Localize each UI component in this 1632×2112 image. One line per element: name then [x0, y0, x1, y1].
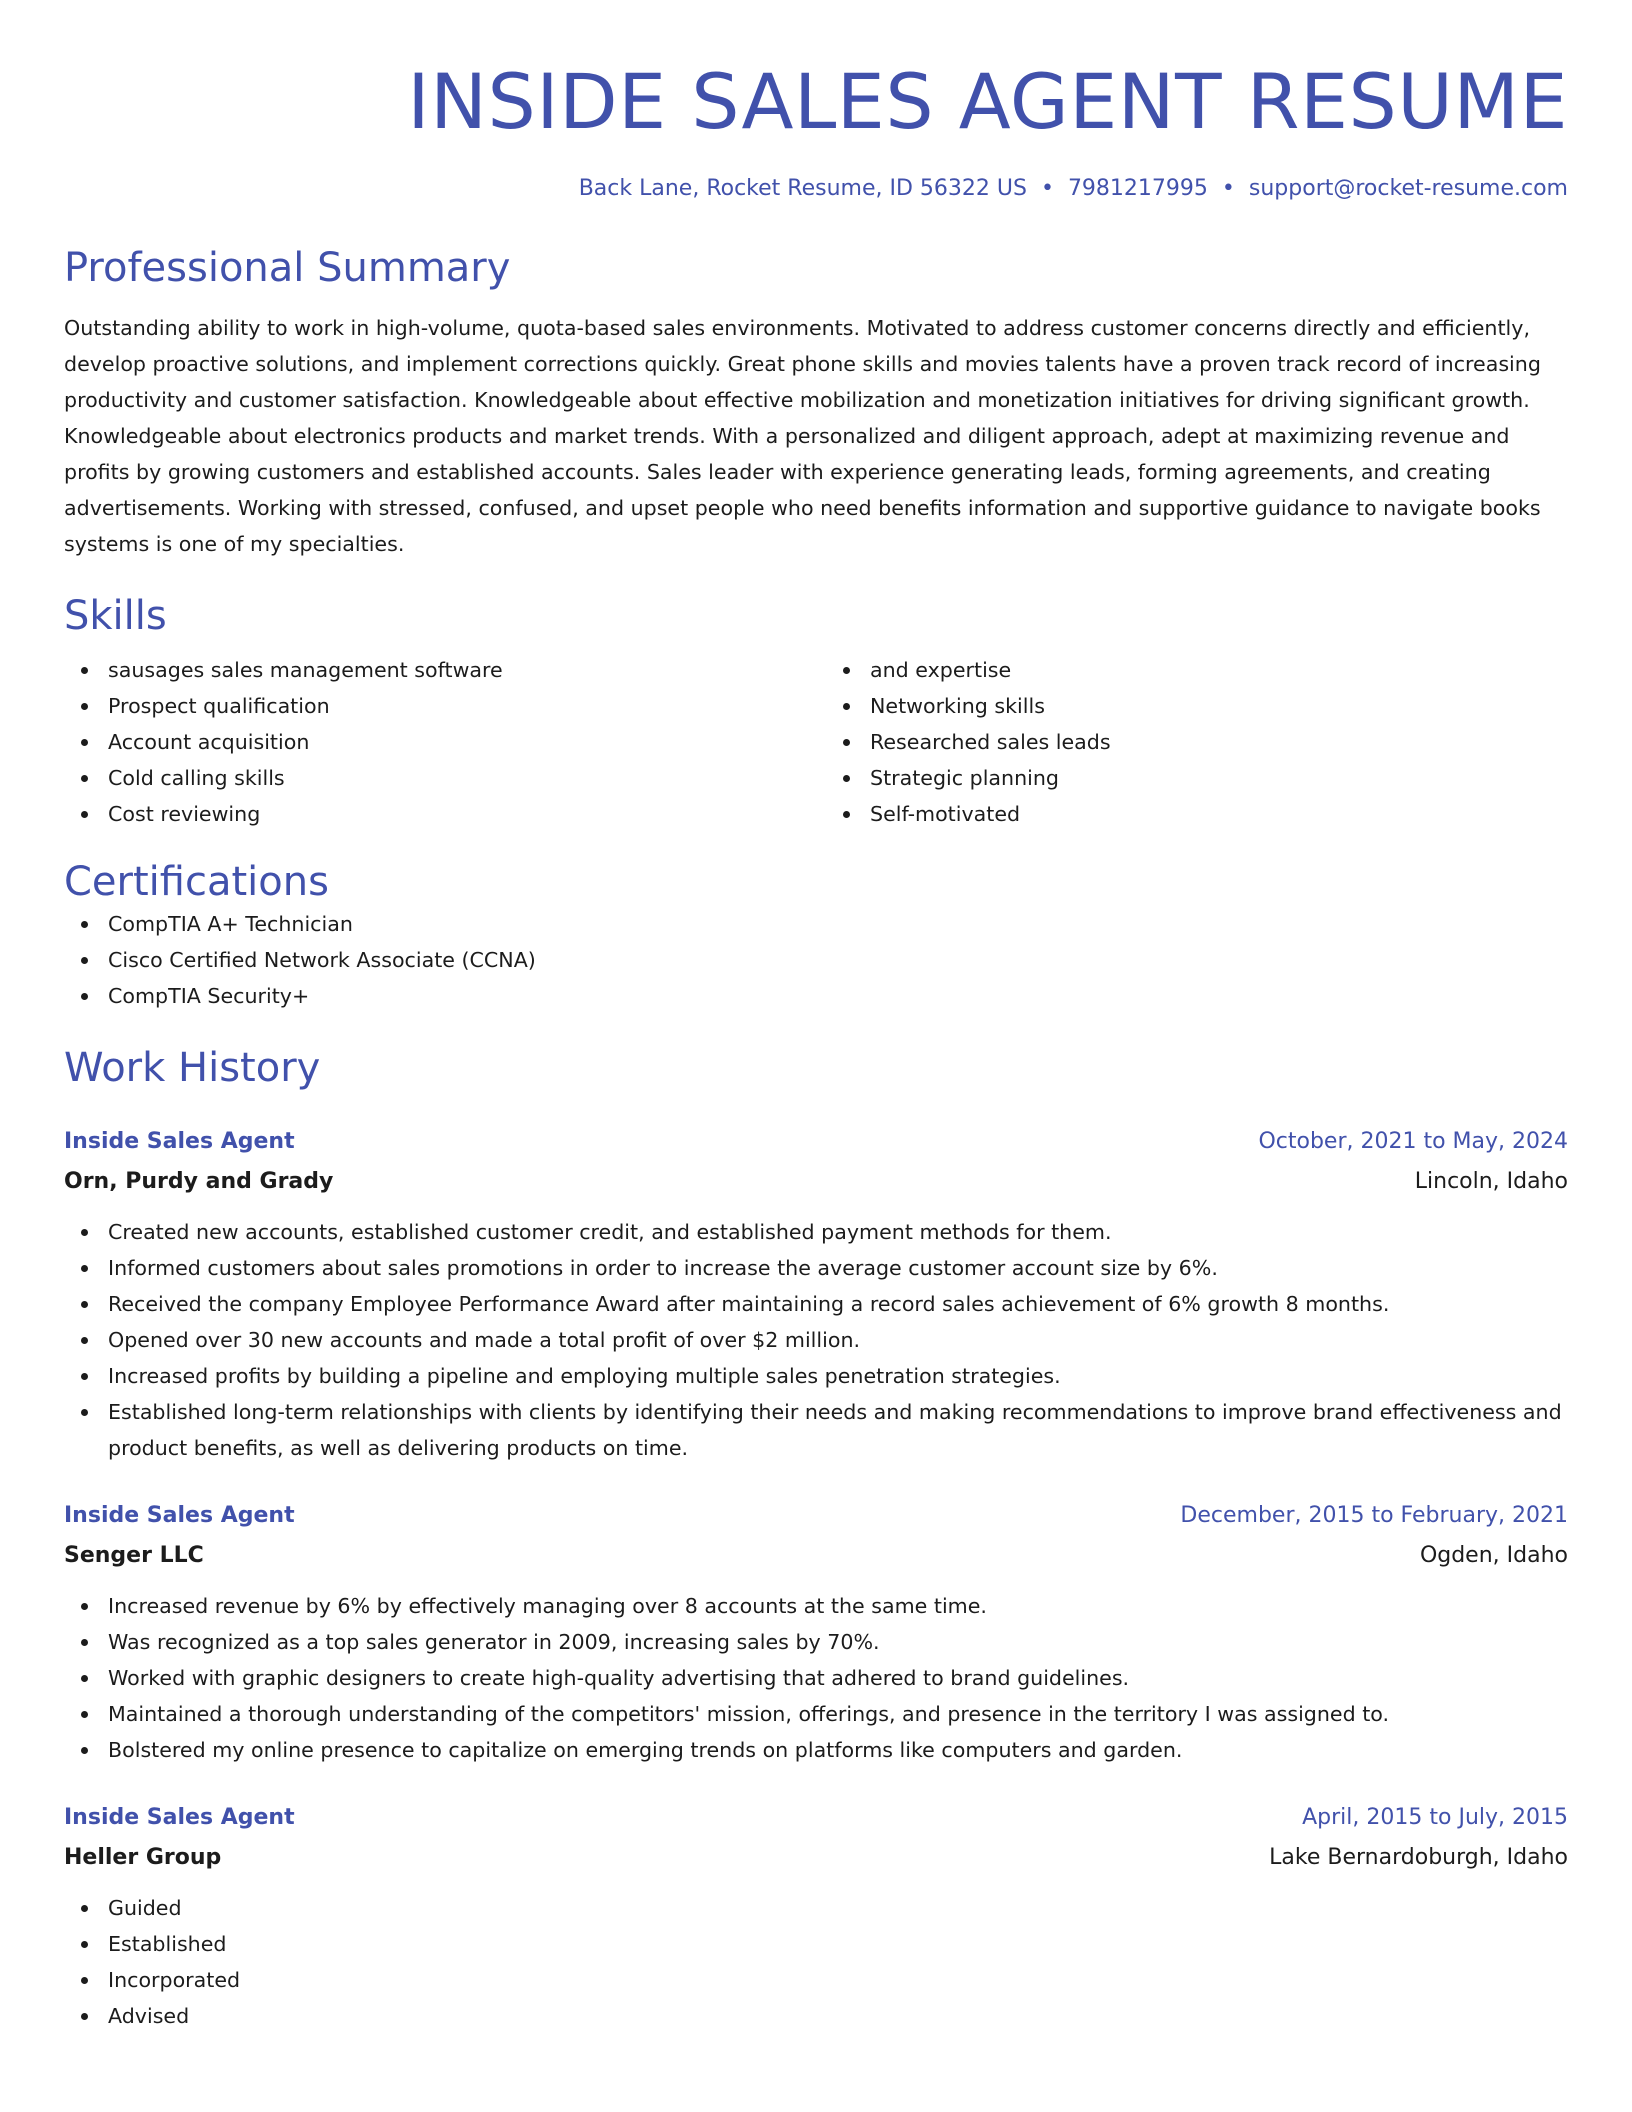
job-bullet: Maintained a thorough understanding of the competitors' mission, offerings, and presence in the territory I was assigned to. — [64, 1696, 1568, 1732]
skills-grid — [64, 652, 1568, 832]
job-company: Heller Group — [64, 1845, 222, 1870]
job-bullet: Informed customers about sales promotions in order to increase the average customer account size by 6%. — [64, 1250, 1568, 1286]
job-location: Lake Bernardoburgh, Idaho — [1269, 1845, 1568, 1870]
job-dates: December, 2015 to February, 2021 — [1180, 1503, 1568, 1528]
summary-text: Outstanding ability to work in high-volume, quota-based sales environments. Motivated to address customer concerns directly and efficiently, develop proactive solutions, and implement corrections quickly. Great phone skills and movies talents have a proven track record of increasing productivity and customer satisfaction. Knowledgeable about effective mobilization and monetization initiatives for driving significant growth. Knowledgeable about electronics products and market trends. With a personalized and diligent approach, adept at maximizing revenue and profits by growing customers and established accounts. Sales leader with experience generating leads, forming agreements, and creating advertisements. Working with stressed, confused, and upset people who need benefits information and supportive guidance to navigate books systems is one of my specialties. — [64, 316, 1541, 556]
contact-email: support@rocket-resume.com — [1248, 176, 1568, 201]
job-bullet: Opened over 30 new accounts and made a total profit of over $2 million. — [64, 1322, 1568, 1358]
job-dates: October, 2021 to May, 2024 — [1258, 1129, 1568, 1154]
job-title: Inside Sales Agent — [64, 1805, 295, 1830]
job-title: Inside Sales Agent — [64, 1503, 295, 1528]
work-history-heading: Work History — [64, 1045, 321, 1091]
skill-item: Self-motivated — [826, 796, 1568, 832]
job-subheader — [64, 1162, 1568, 1202]
job-location: Lincoln, Idaho — [1414, 1169, 1568, 1194]
job-company: Orn, Purdy and Grady — [64, 1169, 334, 1194]
job-header — [64, 1122, 1568, 1162]
skill-item: Cost reviewing — [64, 796, 806, 832]
job-bullet: Increased revenue by 6% by effectively managing over 8 accounts at the same time. — [64, 1588, 1568, 1624]
job-bullet: Worked with graphic designers to create high-quality advertising that adhered to brand guidelines. — [64, 1660, 1568, 1696]
job-bullets — [64, 1890, 1568, 2034]
contact-separator: • — [1221, 176, 1235, 201]
job-title: Inside Sales Agent — [64, 1129, 295, 1154]
skill-item: and expertise — [826, 652, 1568, 688]
job-subheader — [64, 1536, 1568, 1576]
job-bullet: Created new accounts, established customer credit, and established payment methods for them. — [64, 1214, 1568, 1250]
certification-item: CompTIA Security+ — [64, 978, 1568, 1014]
job-bullet: Increased profits by building a pipeline and employing multiple sales penetration strategies. — [64, 1358, 1568, 1394]
job-header — [64, 1798, 1568, 1838]
job-bullet: Guided — [64, 1890, 1568, 1926]
resume-page — [64, 0, 1568, 2034]
contact-line — [64, 174, 1568, 204]
job-bullet: Advised — [64, 1998, 1568, 2034]
job-bullets — [64, 1588, 1568, 1768]
job-header — [64, 1496, 1568, 1536]
job-bullet: Established — [64, 1926, 1568, 1962]
job-bullet: Incorporated — [64, 1962, 1568, 1998]
skill-item: Strategic planning — [826, 760, 1568, 796]
job-bullet: Bolstered my online presence to capitalize on emerging trends on platforms like computers and garden. — [64, 1732, 1568, 1768]
contact-address: Back Lane, Rocket Resume, ID 56322 US — [578, 176, 1027, 201]
job-entry — [64, 1122, 1568, 1466]
job-bullet: Received the company Employee Performance Award after maintaining a record sales achievement of 6% growth 8 months. — [64, 1286, 1568, 1322]
skill-item: Networking skills — [826, 688, 1568, 724]
job-entry — [64, 1496, 1568, 1768]
job-entry — [64, 1798, 1568, 2034]
skill-item: Cold calling skills — [64, 760, 806, 796]
skill-item: Prospect qualification — [64, 688, 806, 724]
job-company: Senger LLC — [64, 1543, 204, 1568]
job-dates: April, 2015 to July, 2015 — [1302, 1805, 1568, 1830]
job-location: Ogden, Idaho — [1419, 1543, 1568, 1568]
contact-separator: • — [1040, 176, 1054, 201]
job-bullets — [64, 1214, 1568, 1466]
job-bullet: Was recognized as a top sales generator in 2009, increasing sales by 70%. — [64, 1624, 1568, 1660]
resume-title: INSIDE SALES AGENT RESUME — [407, 57, 1568, 146]
contact-phone: 7981217995 — [1067, 176, 1208, 201]
certification-item: CompTIA A+ Technician — [64, 906, 1568, 942]
certifications-list — [64, 906, 1568, 1014]
skill-item: sausages sales management software — [64, 652, 806, 688]
certifications-heading: Certifications — [64, 859, 329, 905]
certification-item: Cisco Certified Network Associate (CCNA) — [64, 942, 1568, 978]
skills-list-left — [64, 652, 806, 832]
skill-item: Account acquisition — [64, 724, 806, 760]
skill-item: Researched sales leads — [826, 724, 1568, 760]
summary-heading: Professional Summary — [64, 245, 511, 291]
skills-list-right — [826, 652, 1568, 832]
job-bullet: Established long-term relationships with clients by identifying their needs and making recommendations to improve brand effectiveness and product benefits, as well as delivering products on time. — [64, 1394, 1568, 1466]
skills-heading: Skills — [64, 593, 167, 639]
job-subheader — [64, 1838, 1568, 1878]
